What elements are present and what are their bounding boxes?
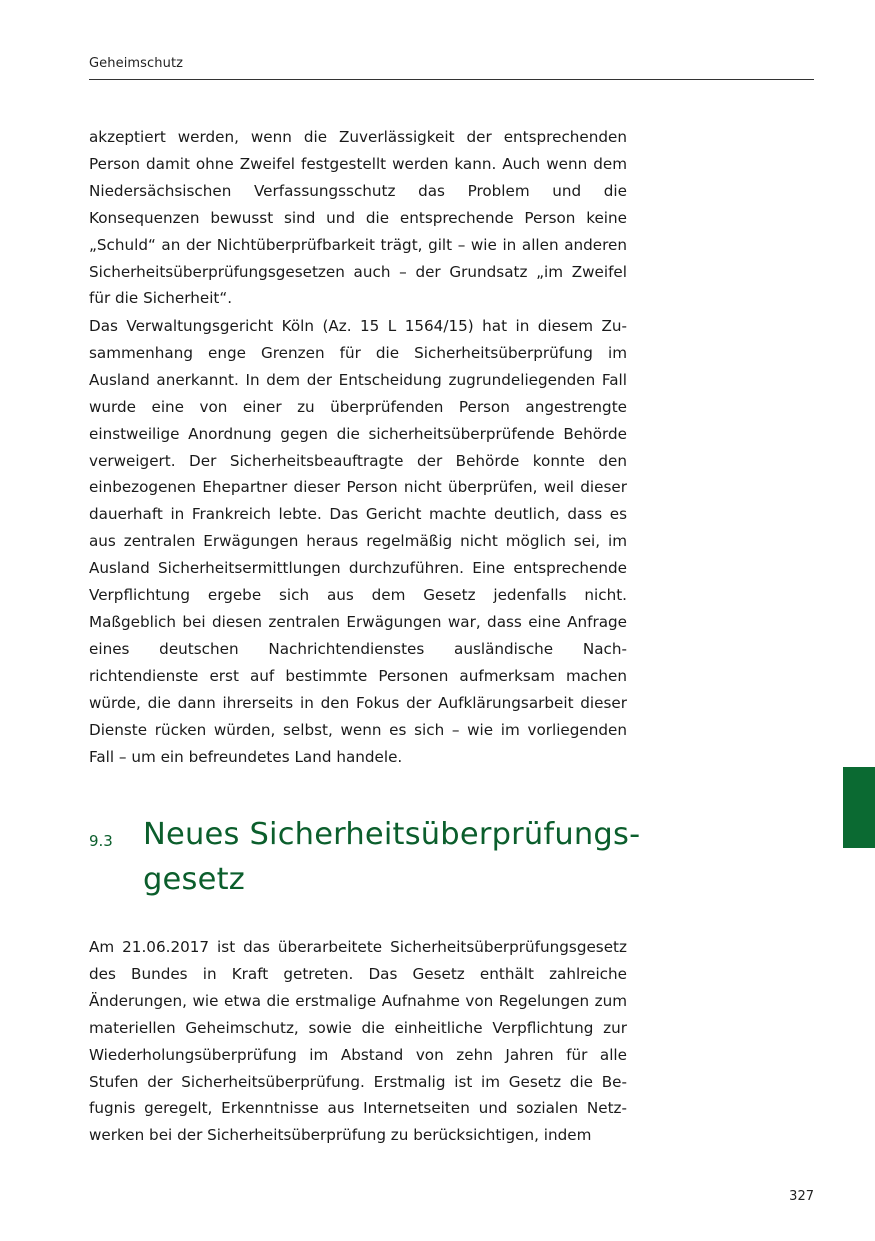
running-header: Geheimschutz (89, 56, 184, 71)
section-heading: Neues Sicherheitsüberprüfungsgesetz (143, 817, 641, 897)
chapter-thumb-tab (843, 767, 875, 848)
paragraph-3: Am 21.06.2017 ist das überarbeitete Sicherheitsüberprüfungsgesetz des Bundes in Kraft getreten. Das Gesetz enthält zahlreiche Änderungen, wie etwa die erstmalige Aufnahme von Regelungen zum materiellen Geheimschutz, sowie die einheitliche Verpflichtung zur Wiederholungsüberprüfung im Abstand von zehn Jahren für alle Stufen der Sicherheitsüberprüfung. Erstmalig ist im Gesetz die Befugnis geregelt, Erkenntnisse aus Internetseiten und sozialen Netzwerken bei der Sicherheitsüberprüfung zu berücksichtigen, indem (89, 938, 627, 1145)
paragraph-2: Das Verwaltungsgericht Köln (Az. 15 L 1564/15) hat in diesem Zusammenhang enge Grenzen für die Sicherheitsüberprüfung im Ausland anerkannt. In dem der Entscheidung zugrundeliegenden Fall wurde eine von einer zu überprüfenden Person angestrengte einstweilige Anordnung gegen die sicherheitsüberprüfende Behörde verweigert. Der Sicherheitsbeauftragte der Behörde konnte den einbezogenen Ehepartner dieser Person nicht überprüfen, weil dieser dauerhaft in Frankreich lebte. Das Gericht machte deutlich, dass es aus zentralen Erwägungen heraus regelmäßig nicht möglich sei, im Ausland Sicherheitsermittlungen durchzuführen. Eine entsprechende Verpflichtung ergebe sich aus dem Gesetz jedenfalls nicht. Maßgeblich bei diesen zentralen Erwägungen war, dass eine Anfrage eines deutschen Nachrichtendienstes ausländische Nachrichtendienste erst auf bestimmte Personen aufmerksam machen würde, die dann ihrerseits in den Fokus der Aufklärungsarbeit dieser Dienste rücken würden, selbst, wenn es sich – wie im vorliegenden Fall – um ein befreundetes Land handele. (89, 317, 627, 766)
header-divider (89, 79, 814, 80)
section-number: 9.3 (89, 832, 113, 850)
page-number: 327 (789, 1189, 814, 1204)
paragraph-1: akzeptiert werden, wenn die Zuverlässigkeit der entsprechenden Person damit ohne Zweifel festgestellt werden kann. Auch wenn dem Niedersächsischen Verfassungsschutz das Problem und die Konsequenzen bewusst sind und die entsprechende Person keine „Schuld“ an der Nichtüberprüfbarkeit trägt, gilt – wie in allen anderen Sicherheitsüberprüfungsgesetzen auch – der Grundsatz „im Zweifel für die Sicherheit“. (89, 128, 627, 308)
